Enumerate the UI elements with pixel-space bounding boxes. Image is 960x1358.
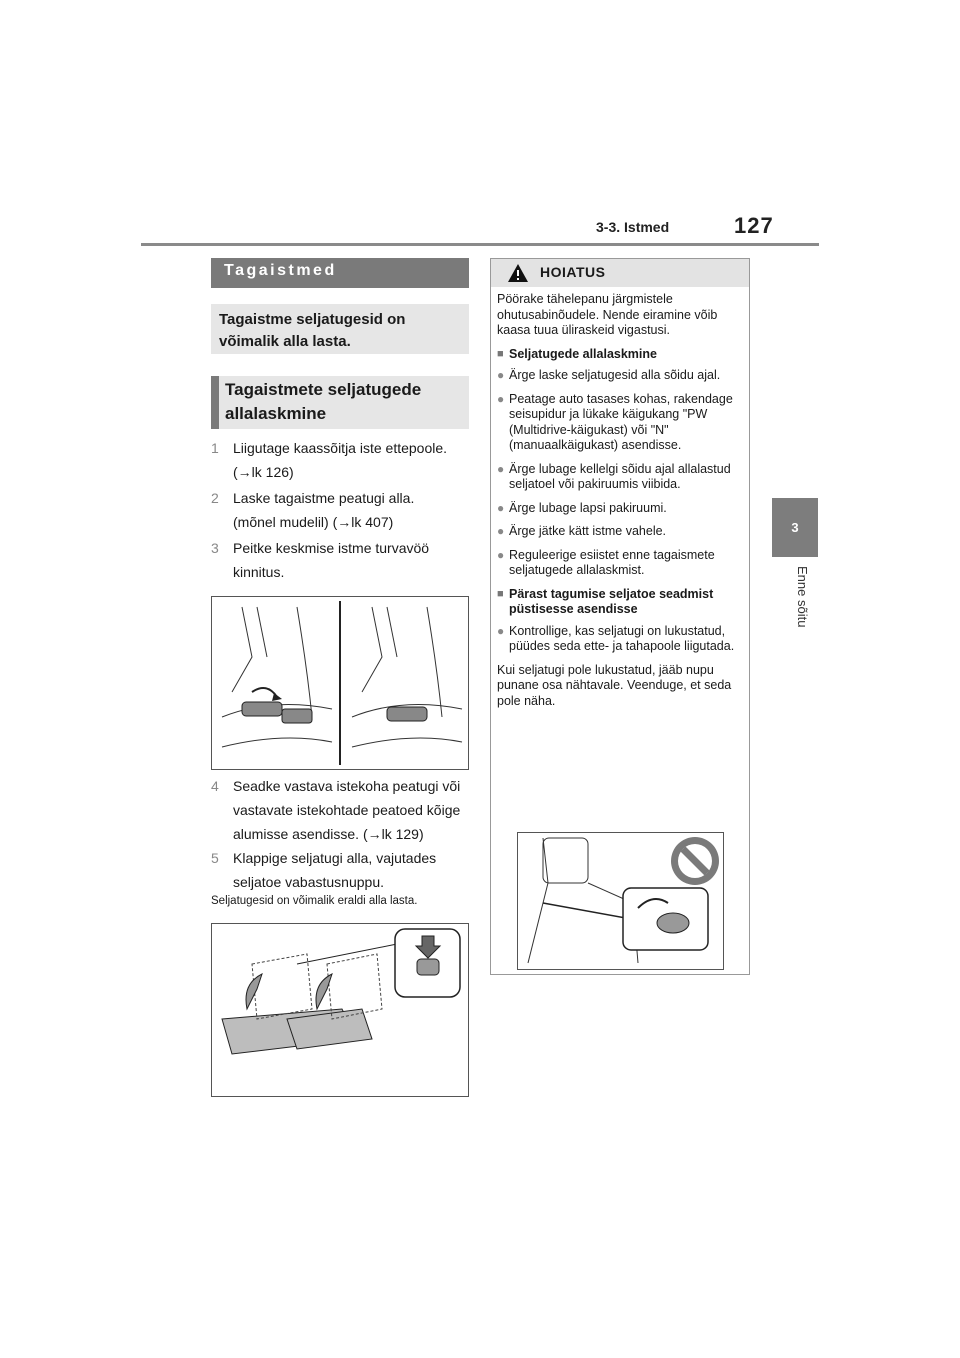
warning-item: ● Ärge lubage lapsi pakiruumi. xyxy=(497,500,667,515)
unlocked-seatback-figure xyxy=(517,832,724,970)
warning-item: ● Ärge jätke kätt istme vahele. xyxy=(497,524,667,538)
square-bullet-icon: ■ xyxy=(497,347,504,360)
intro-box: Tagaistme seljatugesid on võimalik alla lasta. xyxy=(211,304,469,354)
bullet-icon: ● xyxy=(497,461,505,476)
chapter-tab xyxy=(772,498,818,557)
section-label: 3-3. Istmed xyxy=(596,219,670,235)
square-bullet-icon: ■ xyxy=(497,587,504,600)
warning-body xyxy=(497,292,742,717)
warning-item: ● Ärge lubage kellelgi sõidu ajal allalastud seljatoel või pakiruumis viibida. xyxy=(497,461,731,491)
figure-caption: Seljatugesid on võimalik eraldi alla lasta. xyxy=(211,895,418,907)
warning-outro: Kui seljatugi pole lukustatud, jääb nupu punane osa nähtavale. Veenduge, et seda pole näha. xyxy=(497,662,732,708)
step-1: 1 Liigutage kaassõitja iste ettepoole. (→lk 126) xyxy=(211,440,448,480)
warning-heading-2: ■ Pärast tagumise seljatoe seadmist püstisesse asendisse xyxy=(497,586,714,616)
bullet-icon: ● xyxy=(497,524,505,538)
section-title: Tagaistmed xyxy=(211,258,469,288)
step-2: 2 Laske tagaistme peatugi alla. (mõnel mudelil) (→lk 407) xyxy=(211,490,415,530)
bullet-icon: ● xyxy=(497,368,505,382)
step-3: 3 Peitke keskmise istme turvavöö kinnitus. xyxy=(211,540,430,580)
seatbelt-figure xyxy=(211,596,469,770)
warning-triangle-icon xyxy=(507,263,529,283)
warning-title: HOIATUS xyxy=(540,264,606,280)
step-4: 4 Seadke vastava istekoha peatugi või vastavate istekohtade peatoed kõige alumisse asendisse. (→lk 129) xyxy=(211,778,461,842)
step-5: 5 Klappige seljatugi alla, vajutades seljatoe vabastusnuppu. xyxy=(211,850,437,890)
warning-item: ● Kontrollige, kas seljatugi on lukustatud, püüdes seda ette- ja tahapoole liigutada. xyxy=(497,623,735,653)
warning-item: ● Reguleerige esiistet enne tagaismete seljatugede allalaskmist. xyxy=(497,547,715,577)
bullet-icon: ● xyxy=(497,500,505,515)
bullet-icon: ● xyxy=(497,623,505,638)
bullet-icon: ● xyxy=(497,547,505,562)
warning-item: ● Peatage auto tasases kohas, rakendage seisupidur ja lükake käigukang "PW (Multidrive-käigukast) või "N" (manuaalkäigukast) asendisse. xyxy=(497,391,733,452)
seatback-fold-figure xyxy=(211,923,469,1097)
warning-header xyxy=(491,259,749,287)
warning-intro: Pöörake tähelepanu järgmistele ohutusabinõudele. Nende eiramine võib kaasa tuua üliraskeid vigastusi. xyxy=(497,292,718,337)
warning-item: ● Ärge laske seljatugesid alla sõidu ajal. xyxy=(497,368,721,382)
page-number: 127 xyxy=(734,213,774,238)
chapter-label: Enne sõitu xyxy=(795,566,810,628)
warning-heading-1: ■ Seljatugede allalaskmine xyxy=(497,346,657,361)
subheading: Tagaistmete seljatugede allalaskmine xyxy=(211,376,469,429)
header-rule xyxy=(141,243,819,246)
chapter-number: 3 xyxy=(791,520,799,535)
bullet-icon: ● xyxy=(497,391,505,406)
